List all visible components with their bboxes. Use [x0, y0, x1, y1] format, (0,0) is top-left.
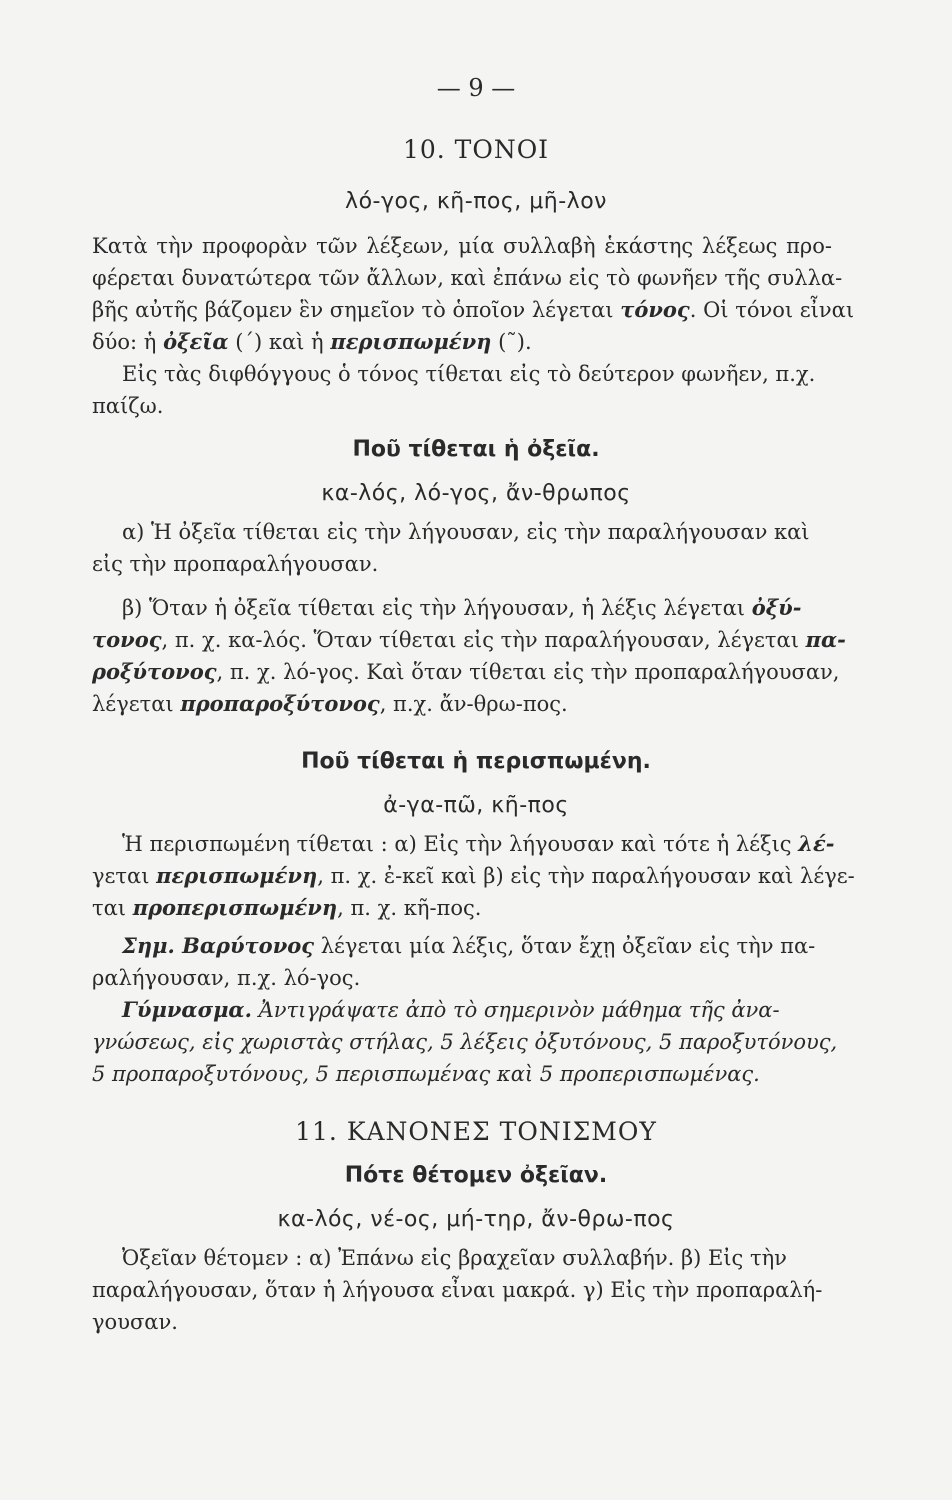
- paragraph-line: Ὀξεῖαν θέτομεν : α) Ἐπάνω εἰς βραχεῖαν συλλαβήν. β) Εἰς τὴν: [122, 1246, 787, 1270]
- term-tonos: τόνος: [620, 297, 690, 322]
- perispomeni-heading: Ποῦ τίθεται ἡ περισπωμένη.: [301, 749, 651, 774]
- paragraph-line: Κατὰ τὴν προφορὰν τῶν λέξεων, μία συλλαβὴ ἑκάστης λέξεως προ-: [92, 234, 832, 258]
- section-11-heading: Πότε θέτομεν ὀξεῖαν.: [344, 1163, 608, 1188]
- exercise-label: Γύμνασμα.: [122, 997, 252, 1022]
- term-perispomeni: περισπωμένη: [330, 329, 492, 354]
- exercise-line: Γύμνασμα. Ἀντιγράψατε ἀπὸ τὸ σημερινὸν μάθημα τῆς ἀνα-: [122, 997, 780, 1022]
- page-number: — 9 —: [436, 74, 516, 102]
- paragraph-line: α) Ἡ ὀξεῖα τίθεται εἰς τὴν λήγουσαν, εἰς τὴν παραλήγουσαν καὶ: [122, 520, 810, 544]
- exercise-line: 5 προπαροξυτόνους, 5 περισπωμένας καὶ 5 προπερισπωμένας.: [92, 1062, 760, 1086]
- paragraph-line: γουσαν.: [92, 1310, 178, 1334]
- paragraph-line: παίζω.: [92, 394, 164, 418]
- paragraph-line: Εἰς τὰς διφθόγγους ὁ τόνος τίθεται εἰς τὸ δεύτερον φωνῆεν, π.χ.: [122, 362, 816, 386]
- term-oxeia: ὀξεῖα: [163, 329, 229, 354]
- note-line: Σημ. Βαρύτονος λέγεται μία λέξις, ὅταν ἔχῃ ὀξεῖαν εἰς τὴν πα-: [122, 933, 816, 958]
- paragraph-line: Ἡ περισπωμένη τίθεται : α) Εἰς τὴν λήγουσαν καὶ τότε ἡ λέξις λέ-: [122, 831, 835, 856]
- section-11-title: 11. ΚΑΝΟΝΕΣ ΤΟΝΙΣΜΟΥ: [295, 1117, 657, 1146]
- paragraph-line: εἰς τὴν προπαραλήγουσαν.: [92, 552, 379, 576]
- exercise-line: γνώσεως, εἰς χωριστὰς στήλας, 5 λέξεις ὀξυτόνους, 5 παροξυτόνους,: [92, 1030, 838, 1054]
- perispomeni-examples: ἀ-γα-πῶ, κῆ-πος: [383, 793, 569, 818]
- note-line: ραλήγουσαν, π.χ. λό-γος.: [92, 966, 361, 990]
- paragraph-line: β) Ὅταν ἡ ὀξεῖα τίθεται εἰς τὴν λήγουσαν, ἡ λέξις λέγεται ὀξύ-: [122, 595, 802, 620]
- section-10-examples: λό-γος, κῆ-πος, μῆ-λον: [345, 189, 607, 214]
- oxeia-heading: Ποῦ τίθεται ἡ ὀξεῖα.: [352, 437, 600, 462]
- paragraph-line: φέρεται δυνατώτερα τῶν ἄλλων, καὶ ἐπάνω εἰς τὸ φωνῆεν τῆς συλλα-: [92, 266, 843, 290]
- paragraph-line: γεται περισπωμένη, π. χ. ἐ-κεῖ καὶ β) εἰς τὴν παραλήγουσαν καὶ λέγε-: [92, 863, 855, 888]
- section-10-title: 10. ΤΟΝΟΙ: [402, 135, 550, 164]
- paragraph-line: ροξύτονος, π. χ. λό-γος. Καὶ ὅταν τίθεται εἰς τὴν προπαραλήγουσαν,: [92, 659, 840, 684]
- section-11-examples: κα-λός, νέ-ος, μή-τηρ, ἄν-θρω-πος: [277, 1207, 675, 1232]
- oxeia-examples: κα-λός, λό-γος, ἄν-θρωπος: [321, 481, 631, 506]
- paragraph-line: βῆς αὐτῆς βάζομεν ἓν σημεῖον τὸ ὁποῖον λέγεται τόνος. Οἱ τόνοι εἶναι: [92, 297, 855, 322]
- note-label: Σημ. Βαρύτονος: [122, 933, 315, 958]
- paragraph-line: λέγεται προπαροξύτονος, π.χ. ἄν-θρω-πος.: [92, 691, 568, 716]
- paragraph-line: τονος, π. χ. κα-λός. Ὅταν τίθεται εἰς τὴν παραλήγουσαν, λέγεται πα-: [92, 627, 846, 652]
- paragraph-line: παραλήγουσαν, ὅταν ἡ λήγουσα εἶναι μακρά. γ) Εἰς τὴν προπαραλή-: [92, 1278, 823, 1302]
- paragraph-line: δύο: ἡ ὀξεῖα (΄) καὶ ἡ περισπωμένη (῀).: [92, 329, 532, 354]
- paragraph-line: ται προπερισπωμένη, π. χ. κῆ-πος.: [92, 895, 482, 920]
